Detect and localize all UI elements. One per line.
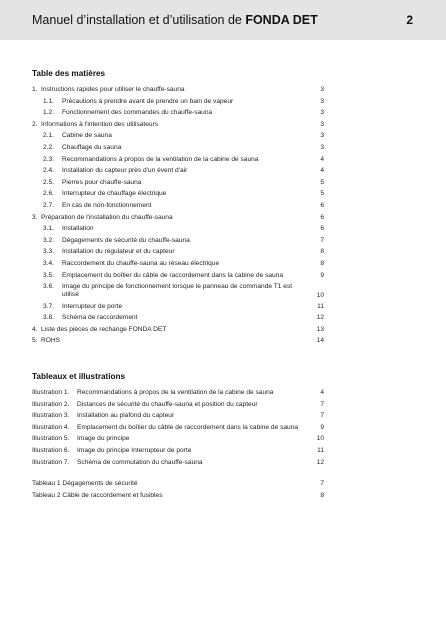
toc-entry-title: Installation du capteur près d'un évent d'air	[62, 167, 188, 175]
toc-entry-number: 3.2.	[43, 236, 54, 244]
toc-entry-title: Installation du régulateur et du capteur	[62, 248, 175, 256]
toc-entry-number: 2.5.	[43, 178, 54, 186]
toc-entry-page: 5	[320, 178, 324, 186]
toc-entry-number: 2.7.	[43, 201, 54, 209]
page-header	[0, 0, 446, 40]
toc-entry	[32, 326, 324, 338]
toc-entry	[32, 132, 324, 144]
toc-entry-number: 3.5.	[43, 271, 54, 279]
illustration-number: Illustration 7.	[32, 458, 70, 466]
toc-entry	[32, 156, 324, 168]
tables-list	[32, 480, 324, 503]
illustration-page: 4	[320, 389, 324, 396]
toc-entry-title: En cas de non-fonctionnement	[62, 201, 152, 209]
illustration-page: 7	[320, 412, 324, 420]
table-title: Tableau 2 Câble de raccordement et fusibles	[32, 491, 163, 499]
page-number: 2	[406, 13, 413, 27]
toc-entry-title: Liste des pièces de rechange FONDA DET	[41, 325, 167, 333]
toc-entry	[32, 109, 324, 121]
toc-entry-number: 3.1.	[43, 225, 54, 233]
illustration-page: 12	[316, 458, 324, 466]
toc-entry-page: 3	[320, 109, 324, 117]
document-title-prefix: Manuel d’installation et d’utilisation de	[32, 13, 246, 27]
toc-entry	[32, 190, 324, 202]
illustration-page: 10	[316, 435, 324, 443]
illustration-entry	[32, 401, 324, 413]
illustration-page: 7	[320, 400, 324, 408]
toc-entry-number: 4.	[32, 325, 38, 333]
table-entry	[32, 480, 324, 492]
illustration-page: 9	[320, 423, 324, 431]
toc-entry-number: 3.8.	[43, 314, 54, 322]
table-title: Tableau 1 Dégagements de sécurité	[32, 480, 138, 487]
illustration-title: Distances de sécurité du chauffe-sauna et position du capteur	[77, 400, 258, 408]
toc-entry	[32, 314, 324, 326]
toc-entry	[32, 225, 324, 237]
toc-entry	[32, 283, 324, 303]
illustration-page: 11	[317, 446, 324, 454]
toc-entry-page: 13	[316, 325, 324, 333]
toc-entry-title: Cabine de sauna	[62, 132, 112, 140]
toc-entry-page: 11	[317, 302, 324, 310]
toc-entry	[32, 98, 324, 110]
illustration-title: Image du principe Interrupteur de porte	[77, 446, 192, 454]
toc-entry-title: Schéma de raccordement	[62, 314, 138, 322]
illustration-entry	[32, 389, 324, 401]
table-page: 8	[320, 491, 324, 499]
toc-entry	[32, 202, 324, 214]
toc-entry-page: 4	[320, 167, 324, 175]
toc-entry-title: Emplacement du boîtier du câble de raccordement dans la cabine de sauna	[62, 271, 284, 279]
toc-entry	[32, 179, 324, 191]
toc-entry-number: 3.7.	[43, 302, 54, 310]
toc-entry-number: 2.4.	[43, 167, 54, 175]
toc-entry	[32, 272, 324, 284]
illustrations-list	[32, 389, 324, 470]
illustration-title: Schéma de commutation du chauffe-sauna	[77, 458, 203, 466]
toc-entry-number: 3.3.	[43, 248, 54, 256]
toc-entry-number: 3.4.	[43, 259, 54, 267]
toc-entry-number: 3.6.	[43, 283, 54, 291]
toc-entry	[32, 248, 324, 260]
illustration-entry	[32, 435, 324, 447]
toc-entry-number: 2.6.	[43, 190, 54, 198]
toc-entry-page: 3	[320, 143, 324, 151]
toc-entry-number: 1.1.	[43, 97, 54, 105]
toc-entry-page: 9	[320, 271, 324, 279]
toc-entry	[32, 337, 324, 349]
toc-entry-number: 1.	[32, 86, 38, 93]
toc-entry-title: Image du principe de fonctionnement lorsque le panneau de commande T1 est utilisé	[62, 283, 293, 299]
toc-entry-page: 10	[316, 291, 324, 299]
toc-entry-title: Chauffage du sauna	[62, 143, 122, 151]
toc-entry-title: Installation	[62, 225, 94, 233]
toc-entry-number: 3.	[32, 213, 38, 221]
toc-entry	[32, 214, 324, 226]
toc-entry	[32, 303, 324, 315]
toc-entry-title: Recommandations à propos de la ventilation de la cabine de sauna	[62, 155, 259, 163]
table-of-contents	[32, 86, 324, 349]
toc-entry-title: Interrupteur de chauffage électrique	[62, 190, 167, 198]
toc-entry-page: 12	[316, 314, 324, 322]
table-entry	[32, 492, 324, 504]
toc-entry-number: 1.2.	[43, 109, 54, 117]
toc-entry-title: ROHS	[41, 337, 61, 345]
illustration-title: Installation au plafond du capteur	[77, 412, 175, 420]
figures-title: Tableaux et illustrations	[32, 372, 126, 381]
illustration-number: Illustration 5.	[32, 435, 70, 443]
toc-entry-page: 14	[316, 337, 324, 345]
illustration-number: Illustration 1.	[32, 389, 70, 396]
illustration-number: Illustration 3.	[32, 412, 70, 420]
toc-entry-title: Instructions rapides pour utiliser le chauffe-sauna	[41, 86, 185, 93]
illustration-title: Image du principe	[77, 435, 130, 443]
illustration-number: Illustration 2.	[32, 400, 70, 408]
toc-entry	[32, 121, 324, 133]
illustration-entry	[32, 424, 324, 436]
toc-entry-title: Fonctionnement des commandes du chauffe-sauna	[62, 109, 213, 117]
toc-entry-number: 2.1.	[43, 132, 54, 140]
product-name: FONDA DET	[245, 13, 318, 27]
toc-entry-title: Raccordement du chauffe-sauna au réseau électrique	[62, 259, 220, 267]
toc-entry-page: 6	[320, 213, 324, 221]
toc-entry-number: 2.3.	[43, 155, 54, 163]
toc-entry-number: 2.	[32, 120, 38, 128]
toc-entry	[32, 86, 324, 98]
table-page: 7	[320, 480, 324, 487]
toc-entry-page: 8	[320, 259, 324, 267]
toc-entry-title: Interrupteur de porte	[62, 302, 123, 310]
toc-entry-page: 6	[320, 225, 324, 233]
toc-entry-page: 7	[320, 236, 324, 244]
illustration-entry	[32, 412, 324, 424]
toc-title: Table des matières	[32, 69, 106, 78]
toc-entry-title: Pierres pour chauffe-sauna	[62, 178, 142, 186]
toc-entry-page: 3	[320, 120, 324, 128]
toc-entry	[32, 167, 324, 179]
toc-entry-page: 8	[320, 248, 324, 256]
illustration-entry	[32, 459, 324, 471]
toc-entry-number: 5.	[32, 337, 38, 345]
toc-entry-page: 3	[320, 86, 324, 93]
toc-entry-page: 5	[320, 190, 324, 198]
toc-entry	[32, 144, 324, 156]
toc-entry-title: Dégagements de sécurité du chauffe-sauna	[62, 236, 190, 244]
toc-entry-title: Précautions à prendre avant de prendre un bain de vapeur	[62, 97, 234, 105]
toc-entry-page: 3	[320, 97, 324, 105]
toc-entry-title: Préparation de l'installation du chauffe-sauna	[41, 213, 173, 221]
toc-entry	[32, 260, 324, 272]
toc-entry-page: 3	[320, 132, 324, 140]
toc-entry	[32, 237, 324, 249]
document-title	[32, 13, 318, 27]
illustration-title: Recommandations à propos de la ventilation de la cabine de sauna	[77, 389, 274, 396]
toc-entry-title: Informations à l'intention des utilisateurs	[41, 120, 159, 128]
toc-entry-page: 4	[320, 155, 324, 163]
illustration-title: Emplacement du boîtier du câble de raccordement dans la cabine de sauna	[77, 423, 299, 431]
illustration-number: Illustration 4.	[32, 423, 70, 431]
illustration-entry	[32, 447, 324, 459]
toc-entry-number: 2.2.	[43, 143, 54, 151]
illustration-number: Illustration 6.	[32, 446, 70, 454]
toc-entry-page: 6	[320, 201, 324, 209]
